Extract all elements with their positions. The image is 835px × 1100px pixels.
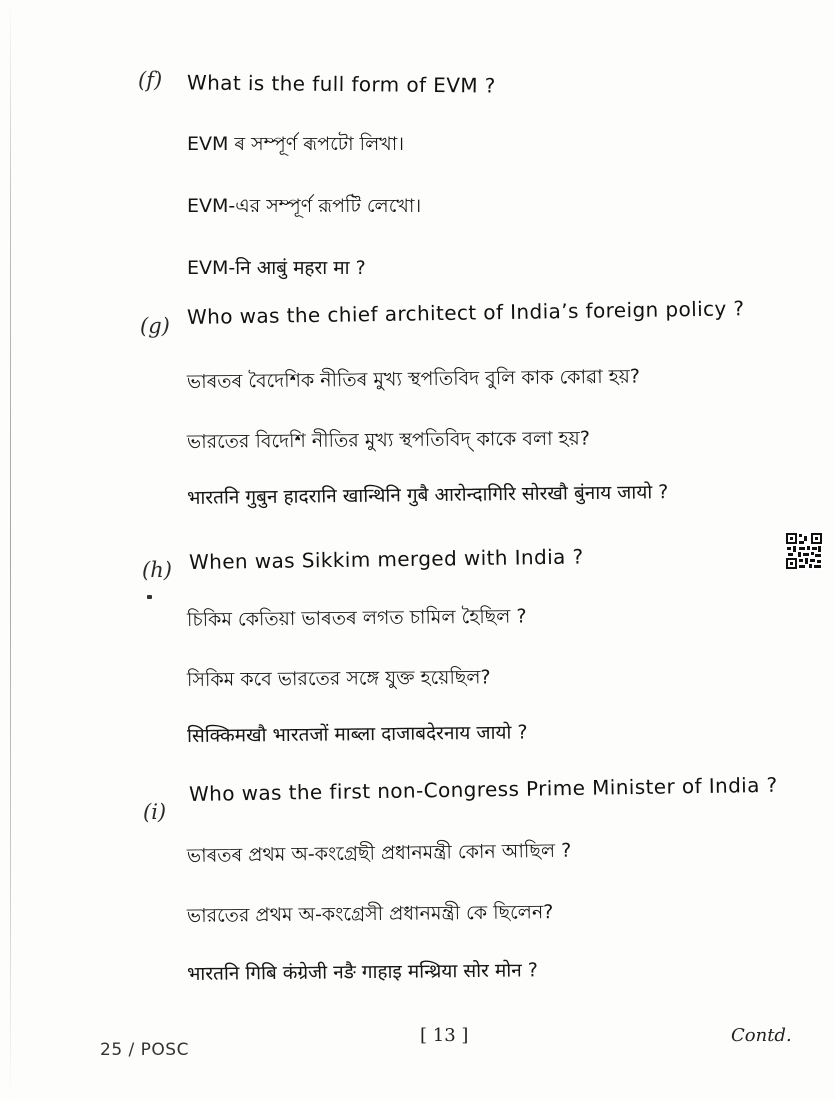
question-label: (h) (142, 558, 172, 582)
question-label: (g) (140, 314, 170, 338)
question-assamese: ভাৰতৰ প্ৰথম অ-কংগ্ৰেছী প্ৰধানমন্ত্ৰী কোন আছিল ? (186, 839, 572, 867)
qr-code-icon (785, 532, 823, 570)
question-label: (i) (143, 800, 167, 824)
question-english: Who was the chief architect of India’s foreign policy ? (186, 296, 745, 329)
paper-code: 25 / POSC (100, 1040, 189, 1060)
stray-mark (147, 595, 152, 599)
question-bodo: सिक्किमखौ भारतजों माब्ला दाजाबदेरनाय जायो ? (186, 721, 528, 747)
question-english: Who was the first non-Congress Prime Minister of India ? (188, 772, 778, 806)
question-bodo: भारतनि गिबि कंग्रेजी नङै गाहाइ मन्थ्रिया सोर मोन ? (186, 959, 538, 985)
continued-label: Contd. (731, 1025, 792, 1046)
question-bengali: ভারতের বিদেশি নীতির মুখ্য স্থপতিবিদ্ কাকে বলা হয়? (186, 427, 590, 453)
question-bengali: সিকিম কবে ভারতের সঙ্গে যুক্ত হয়েছিল? (186, 666, 491, 691)
question-assamese: চিকিম কেতিয়া ভাৰতৰ লগত চামিল হৈছিল ? (186, 605, 527, 631)
question-assamese: ভাৰতৰ বৈদেশিক নীতিৰ মুখ্য স্থপতিবিদ বুলি কাক কোৱা হয়? (186, 365, 641, 393)
question-english: When was Sikkim merged with India ? (188, 544, 584, 574)
question-english: What is the full form of EVM ? (186, 70, 496, 98)
question-assamese: EVM ৰ সম্পূৰ্ণ ৰূপটো লিখা। (187, 133, 405, 155)
binding-edge (10, 0, 11, 1100)
question-bengali: ভারতের প্রথম অ-কংগ্রেসী প্রধানমন্ত্রী কে ছিলেন? (186, 901, 554, 927)
question-label: (f) (138, 68, 163, 92)
page-number: [ 13 ] (420, 1025, 469, 1046)
question-bodo: भारतनि गुबुन हादरानि खान्थिनि गुबै आरोन्दागिरि सोरखौ बुंनाय जायो ? (186, 481, 669, 509)
question-bodo: EVM-नि आबुं महरा मा ? (187, 257, 366, 279)
question-bengali: EVM-এর সম্পূর্ণ রূপটি লেখো। (187, 195, 422, 217)
